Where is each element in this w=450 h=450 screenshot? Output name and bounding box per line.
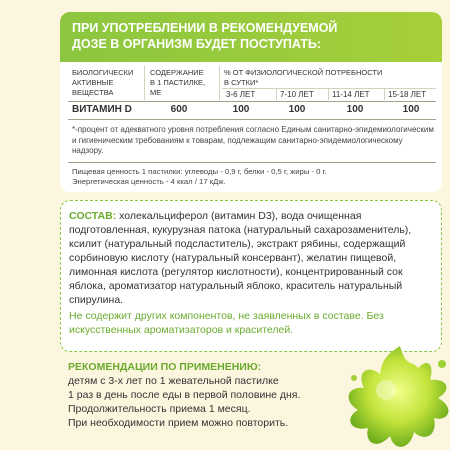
divider (219, 66, 220, 100)
recommendation-title: РЕКОМЕНДАЦИИ ПО ПРИМЕНЕНИЮ: (68, 361, 262, 373)
recommendation-section (68, 360, 358, 430)
header-line-1: ПРИ УПОТРЕБЛЕНИИ В РЕКОМЕНДУЕМОЙ (72, 21, 338, 35)
col-header-substances: БИОЛОГИЧЕСКИ АКТИВНЫЕ ВЕЩЕСТВА (72, 68, 134, 97)
vitamin-d-percent-15-18: 100 (402, 104, 420, 115)
age-15-18: 15-18 ЛЕТ (388, 90, 427, 99)
age-11-14: 11-14 ЛЕТ (332, 90, 370, 99)
composition-body: холекальциферол (витамин D3), вода очищенная подготовленная, кукурузная патока (натуральный сахарозаменитель), ксилит (натуральный подсластитель), экстракт рябины, содержащий сорбиновую кислоту (натуральный консервант), желатин пищевой, лимонная кислота (регулятор кислотности), концентрированный сок яблока, ароматизатор натуральный яблоко, краситель натуральный спирулина. (69, 210, 412, 306)
composition-note: Не содержит других компонентов, не заявленных в составе. Без искусственных ароматизаторов и красителей. (69, 310, 384, 336)
col-header-content: СОДЕРЖАНИЕ В 1 ПАСТИЛКЕ, МЕ (150, 68, 206, 97)
divider (68, 119, 436, 120)
vitamin-d-percent-11-14: 100 (346, 104, 364, 115)
recommendation-line: Продолжительность приема 1 месяц. (68, 403, 251, 415)
divider (68, 101, 436, 102)
intake-header (60, 12, 442, 62)
composition-text (69, 209, 435, 307)
age-3-6: 3-6 ЛЕТ (226, 90, 256, 99)
divider (144, 66, 145, 100)
vitamin-d-percent-7-10: 100 (288, 104, 306, 115)
divider (68, 162, 436, 163)
recommendation-line: детям с 3-х лет по 1 жевательной пастилке (68, 375, 279, 387)
composition-label: СОСТАВ: (69, 210, 117, 222)
divider (384, 89, 385, 100)
divider (328, 89, 329, 100)
divider (276, 89, 277, 100)
recommendation-line: При необходимости прием можно повторить. (68, 417, 289, 429)
recommendation-line: 1 раз в день после еды в первой половине дня. (68, 389, 301, 401)
nutrition-info: Пищевая ценность 1 пастилки: углеводы - 0,9 г, белки - 0,5 г, жиры - 0 г. Энергетическая ценность - 4 ккал / 17 кДж. (72, 167, 327, 186)
header-line-2: ДОЗЕ В ОРГАНИЗМ БУДЕТ ПОСТУПАТЬ: (72, 37, 322, 51)
vitamin-d-percent-3-6: 100 (232, 104, 250, 115)
intake-info-card (60, 12, 442, 192)
divider (222, 88, 436, 89)
footnote: *-процент от адекватного уровня потребления согласно Единым санитарно-эпидемиологическим и гигиеническим требованиям к товарам, подлежащим санитарно-эпидемиологическому надзору. (72, 125, 434, 155)
green-splash-icon (338, 338, 450, 450)
vitamin-d-content: 600 (170, 104, 188, 115)
composition-card (60, 200, 442, 352)
col-header-percent: % ОТ ФИЗИОЛОГИЧЕСКОЙ ПОТРЕБНОСТИ В СУТКИ* (224, 68, 383, 87)
age-7-10: 7-10 ЛЕТ (280, 90, 314, 99)
vitamin-d-name: ВИТАМИН D (72, 104, 132, 115)
